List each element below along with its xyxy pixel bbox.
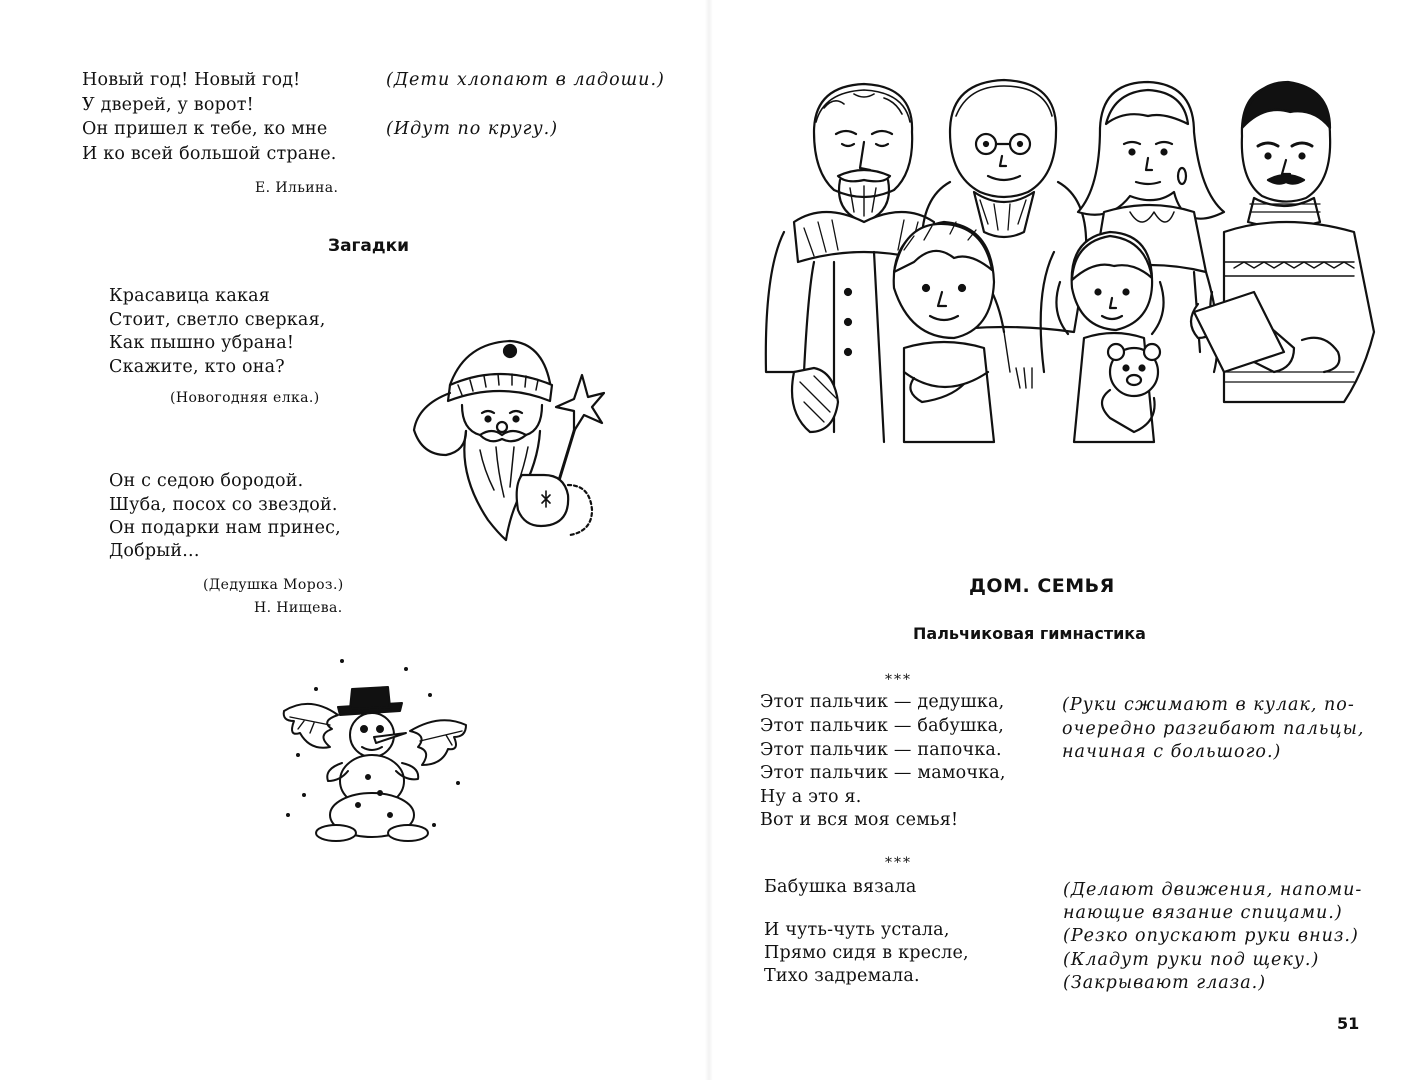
poem-line: У дверей, у ворот!	[82, 95, 254, 115]
stars-divider: ***	[885, 855, 912, 871]
finger-poem-line: Этот пальчик — дедушка,	[760, 692, 1005, 712]
finger-poem-line: Этот пальчик — бабушка,	[760, 716, 1004, 736]
grandma-poem-line: Прямо сидя в кресле,	[764, 943, 969, 963]
riddles-author: Н. Нищева.	[254, 600, 343, 616]
finger-poem-line: Этот пальчик — папочка.	[760, 740, 1002, 760]
riddle-line: Скажите, кто она?	[109, 357, 285, 377]
stage-direction: нающие вязание спицами.)	[1063, 903, 1343, 923]
grandma-poem-line: Бабушка вязала	[764, 877, 917, 897]
poem-line: И ко всей большой стране.	[82, 144, 337, 164]
stage-direction: (Резко опускают руки вниз.)	[1063, 926, 1359, 946]
finger-poem-line: Вот и вся моя семья!	[760, 810, 959, 830]
stage-direction: (Кладут руки под щеку.)	[1063, 950, 1320, 970]
father-figure	[1194, 82, 1374, 402]
snowman-illustration	[280, 655, 470, 845]
poem-author: Е. Ильина.	[255, 180, 339, 196]
riddle-line: Красавица какая	[109, 286, 270, 306]
riddles-heading: Загадки	[328, 236, 410, 256]
stage-direction: начиная с большого.)	[1062, 742, 1282, 762]
stage-direction: (Делают движения, напоми-	[1063, 880, 1363, 900]
riddle-line: Он подарки нам принес,	[109, 518, 341, 538]
riddle-answer: (Новогодняя елка.)	[170, 390, 320, 406]
riddle-line: Как пышно убрана!	[109, 333, 295, 353]
family-illustration	[754, 72, 1394, 457]
riddle-line: Шуба, посох со звездой.	[109, 495, 338, 515]
finger-gymnastics-heading: Пальчиковая гимнастика	[913, 624, 1146, 643]
right-page	[709, 0, 1418, 1080]
poem-line: Новый год! Новый год!	[82, 70, 301, 90]
finger-poem-line: Ну а это я.	[760, 787, 862, 807]
boy-figure	[894, 222, 994, 442]
grandma-poem-line: И чуть-чуть устала,	[764, 920, 950, 940]
stage-direction: (Дети хлопают в ладоши.)	[386, 70, 665, 90]
girl-figure	[1056, 232, 1163, 442]
poem-line: Он пришел к тебе, ко мне	[82, 119, 328, 139]
santa-illustration	[410, 335, 605, 545]
finger-poem-line: Этот пальчик — мамочка,	[760, 763, 1006, 783]
riddle-line: Стоит, светло сверкая,	[109, 310, 326, 330]
section-heading: ДОМ. СЕМЬЯ	[969, 575, 1115, 597]
riddle-line: Он с седою бородой.	[109, 471, 304, 491]
stage-direction: очередно разгибают пальцы,	[1062, 719, 1365, 739]
stage-direction: (Идут по кругу.)	[386, 119, 559, 139]
grandma-poem-line: Тихо задремала.	[764, 966, 920, 986]
page-number: 51	[1337, 1014, 1360, 1033]
riddle-line: Добрый...	[109, 541, 200, 561]
stage-direction: (Закрывают глаза.)	[1063, 973, 1267, 993]
stars-divider: ***	[885, 672, 912, 688]
riddle-answer: (Дедушка Мороз.)	[203, 577, 344, 593]
stage-direction: (Руки сжимают в кулак, по-	[1062, 695, 1355, 715]
